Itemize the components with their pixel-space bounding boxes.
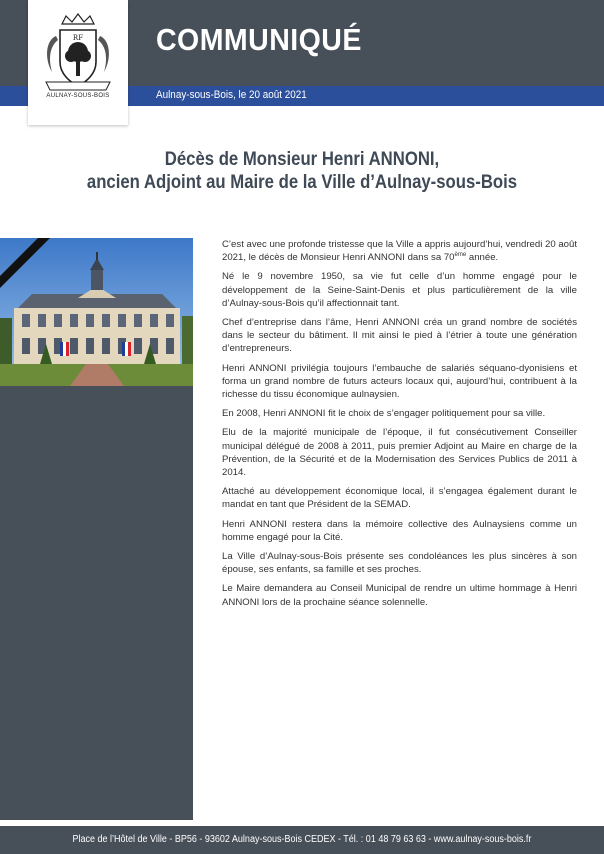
footer (0, 826, 604, 854)
paragraph: En 2008, Henri ANNONI fit le choix de s’engager politiquement pour sa ville. (222, 408, 546, 420)
press-release-body (222, 238, 577, 615)
footer-address: Place de l’Hôtel de Ville - BP56 - 93602 Aulnay-sous-Bois CEDEX - Tél. : 01 48 79 63 63 - www.aulnay-sous-bois.fr (72, 834, 532, 845)
coat-of-arms-icon (36, 10, 120, 94)
crest-text: RF (72, 34, 84, 42)
headline-line-2: ancien Adjoint au Maire de la Ville d’Aulnay-sous-Bois (86, 172, 518, 193)
paragraph: La Ville d’Aulnay-sous-Bois présente ses condoléances les plus sincères à son épouse, ses enfants, sa famille et ses proches. (222, 551, 577, 576)
paragraph: Né le 9 novembre 1950, sa vie fut celle d’un homme engagé pour le développement de la Seine-Saint-Denis et plus particulièrement de la ville d’Aulnay-sous-Bois qu’il affectionnait tant. (222, 271, 577, 309)
paragraph: C’est avec une profonde tristesse que la Ville a appris aujourd’hui, vendredi 20 août 2021, le décès de Monsieur Henri ANNONI dans sa 70ème année. (222, 239, 578, 264)
paragraph: Attaché au développement économique local, il s’engagea également durant le mandat en tant que Président de la SEMAD. (222, 486, 577, 511)
city-logo (28, 0, 128, 125)
paragraph: Elu de la majorité municipale de l’époque, il fut consécutivement Conseiller municipal délégué de 2008 à 2011, puis premier Adjoint au Maire en charge de la Prévention, de la Sécurité et de la Modernisation des Services Publics de 2011 à 2014. (222, 427, 577, 479)
date-line: Aulnay-sous-Bois, le 20 août 2021 (156, 89, 307, 101)
paragraph: Chef d’entreprise dans l’âme, Henri ANNONI créa un grand nombre de sociétés dans le secteur du bâtiment. Il mit ainsi le pied à l’étrier à toute une génération d’entrepreneurs. (222, 317, 577, 355)
logo-caption: AULNAY-SOUS-BOIS (46, 93, 110, 99)
paragraph: Henri ANNONI restera dans la mémoire collective des Aulnaysiens comme un homme engagé pour la Cité. (222, 518, 577, 543)
paragraph: Henri ANNONI privilégia toujours l’embauche de salariés séquano-dyonisiens et forma un grand nombre de futurs acteurs locaux qui, aujourd’hui, contribuent à la richesse du tissu économique aulnaysien. (222, 362, 577, 401)
headline-line-1: Décès de Monsieur Henri ANNONI, (164, 149, 440, 170)
mourning-ribbon-icon (0, 238, 50, 288)
paragraph: Le Maire demandera au Conseil Municipal de rendre un ultime hommage à Henri ANNONI lors de la prochaine séance solennelle. (222, 583, 577, 608)
headline (0, 148, 604, 194)
page-title: COMMUNIQUÉ (156, 22, 362, 57)
